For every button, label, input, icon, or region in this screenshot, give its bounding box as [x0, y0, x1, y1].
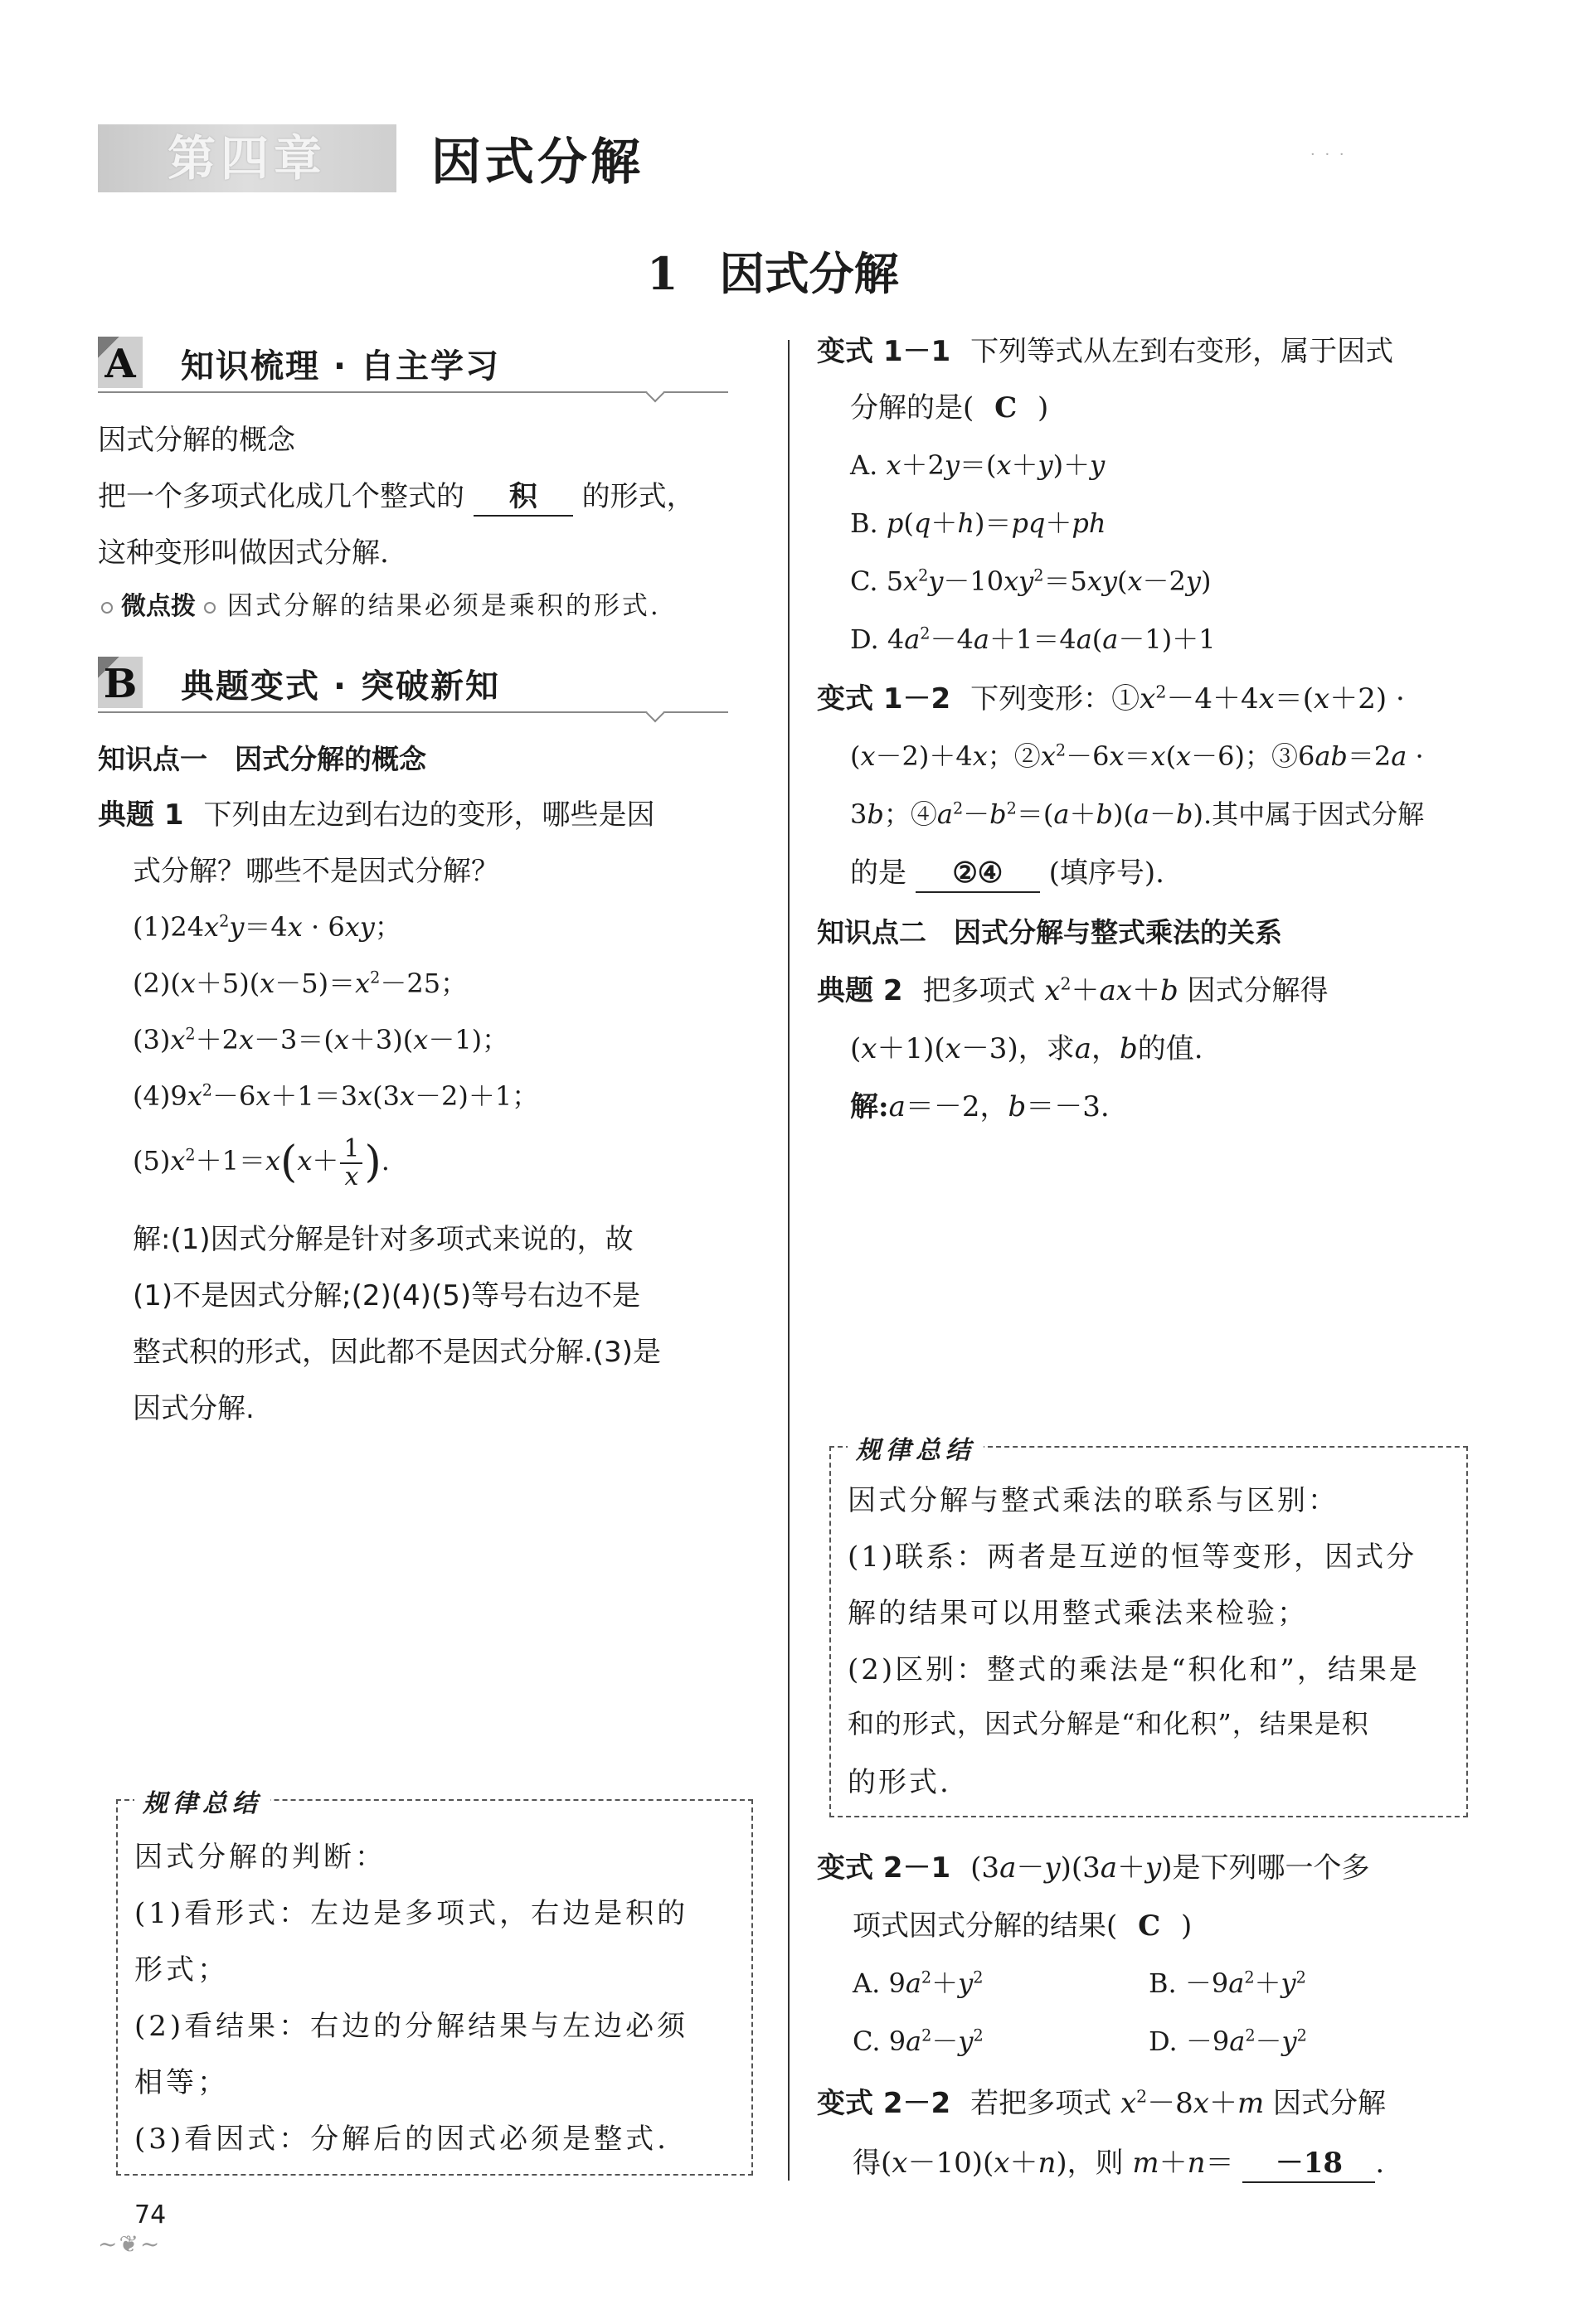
example-1-line-1 — [98, 798, 655, 833]
summary-2-line-5: 和的形式，因式分解是“和化积”，结果是积 — [848, 1708, 1369, 1739]
section-title-text: 因式分解 — [719, 248, 899, 300]
variant-2-2-line-1: 变式 2－2 若把多项式 $x^2-8x+m$ 因式分解 — [817, 2086, 1387, 2120]
tip-line — [98, 590, 661, 623]
variant-2-1-line-1: 变式 2－1 (3a－y)(3a＋y)是下列哪一个多 — [817, 1851, 1370, 1885]
example-1-text-1: 下列由左边到右边的变形，哪些是因 — [203, 798, 655, 832]
solution-1-line-3: 整式积的形式，因此都不是因式分解.(3)是 — [133, 1336, 661, 1369]
example-1-label: 典题 1 — [98, 798, 184, 832]
tip-dot-icon — [204, 602, 216, 614]
variant-2-1-label: 变式 2－1 — [817, 1851, 951, 1885]
variant-2-1-answer: C — [1138, 1909, 1161, 1943]
section-number: 1 — [647, 247, 678, 300]
option-1-1-a: A. x＋2y＝(x＋y)＋y — [850, 449, 1106, 481]
variant-1-1-answer: C — [994, 391, 1018, 425]
option-2-1-b: B. $-9a^2+y^2$ — [1149, 1967, 1306, 1999]
variant-1-1-text-1: 下列等式从左到右变形，属于因式 — [970, 335, 1394, 368]
summary-2-line-4: (2)区别：整式的乘法是“积化和”，结果是 — [848, 1653, 1420, 1686]
definition-text-before: 把一个多项式化成几个整式的 — [98, 480, 464, 513]
summary-1-line-1: 因式分解的判断： — [134, 1841, 386, 1874]
example-2-text-3: ，求 — [1018, 1032, 1075, 1065]
example-1-item-4: $(4)9x^2-6x+1=3x(3x-2)+1$； — [133, 1080, 539, 1112]
variant-2-1-text-2: 项式因式分解的结果( — [853, 1909, 1118, 1943]
summary-box-2 — [829, 1436, 1468, 1817]
variant-1-2-answer: ②④ — [916, 856, 1040, 893]
tip-dot-icon — [101, 602, 113, 614]
variant-2-1-text-3: ) — [1180, 1909, 1193, 1943]
chapter-tab — [98, 124, 396, 192]
section-a-rule — [98, 391, 728, 393]
tip-label: 微点拨 — [121, 592, 196, 621]
variant-1-2-line-4 — [850, 856, 1164, 893]
summary-1-line-4: (2)看结果：右边的分解结果与左边必须 — [134, 2010, 689, 2043]
chapter-label: 第四章 — [167, 130, 327, 187]
variant-2-2-line-2: 得(x－10)(x＋n)，则 m＋n＝ －18 . — [853, 2146, 1384, 2183]
option-2-1-a: A. $9a^2+y^2$ — [853, 1967, 984, 1999]
summary-2-line-6: 的形式. — [848, 1766, 951, 1799]
solution-1-line-2: (1)不是因式分解;(2)(4)(5)等号右边不是 — [133, 1279, 641, 1312]
example-1-item-3: $(3)x^2+2x-3=(x+3)(x-1)$； — [133, 1024, 509, 1055]
example-2-label: 典题 2 — [817, 974, 903, 1007]
summary-1-title: 规律总结 — [134, 1783, 270, 1819]
example-2-text-4: 的值. — [1137, 1032, 1203, 1065]
summary-2-title: 规律总结 — [848, 1429, 984, 1466]
definition-line-1 — [98, 479, 695, 517]
variant-2-2-text-4: ，则 — [1067, 2147, 1124, 2180]
example-2-line-1: 典题 2 把多项式 $x^2+ax+b$ 因式分解得 — [817, 973, 1329, 1007]
example-2-text-1: 把多项式 — [922, 974, 1036, 1007]
column-divider — [788, 340, 790, 2181]
section-b-title: 典题变式 · 突破新知 — [181, 667, 501, 706]
variant-1-2-text-2: 的是 — [850, 856, 906, 890]
variant-1-2-line-1: 变式 1－2 下列变形：$①x^2-4+4x=(x+2)$ · — [817, 682, 1405, 716]
definition-blank: 积 — [474, 479, 573, 517]
summary-2-line-3: 解的结果可以用整式乘法来检验； — [848, 1597, 1308, 1630]
variant-1-2-label: 变式 1－2 — [817, 682, 951, 716]
section-b-letter: B — [98, 657, 143, 708]
section-a-title: 知识梳理 · 自主学习 — [181, 347, 501, 386]
variant-1-1-line-1 — [817, 334, 1393, 370]
section-a-letter: A — [98, 337, 143, 388]
example-2-line-2: (x＋1)(x－3)，求a，b的值. — [850, 1032, 1203, 1065]
summary-2-line-2: (1)联系：两者是互逆的恒等变形，因式分 — [848, 1540, 1417, 1574]
page-number: 74 — [134, 2200, 167, 2229]
solution-1-line-1: 解:(1)因式分解是针对多项式来说的，故 — [133, 1223, 634, 1256]
knowledge-point-2: 知识点二 因式分解与整式乘法的关系 — [817, 916, 1282, 949]
example-1-item-2: $(2)(x+5)(x-5)=x^2-25$； — [133, 968, 468, 999]
option-1-1-b: B. p(q＋h)＝pq＋ph — [850, 507, 1106, 539]
variant-1-2-line-3: 3b；$④a^2-b^2=(a+b)(a-b)$.其中属于因式分解 — [850, 798, 1425, 830]
summary-1-line-6: (3)看因式：分解后的因式必须是整式. — [134, 2123, 669, 2156]
corner-mark: · · · — [1310, 146, 1347, 163]
variant-2-2-label: 变式 2－2 — [817, 2087, 951, 2120]
variant-1-2-line-2: (x－2)＋4x；$②x^2-6x=x(x-6)$；③6ab＝2a · — [850, 740, 1424, 772]
option-1-1-d: D. $4a^2-4a+1=4a(a-1)+1$ — [850, 623, 1216, 655]
summary-1-line-5: 相等； — [134, 2066, 229, 2099]
option-2-1-d: D. $-9a^2-y^2$ — [1149, 2026, 1307, 2057]
variant-2-2-text-1: 若把多项式 — [970, 2087, 1112, 2120]
option-2-1-c: C. $9a^2-y^2$ — [853, 2026, 984, 2057]
variant-2-2-answer: －18 — [1242, 2146, 1375, 2183]
knowledge-point-1: 知识点一 因式分解的概念 — [98, 743, 426, 775]
definition-text-after: 的形式， — [581, 480, 695, 513]
variant-1-1-text-2: 分解的是( — [850, 391, 974, 425]
variant-2-2-text-3: 得 — [853, 2147, 881, 2180]
summary-1-line-3: 形式； — [134, 1953, 229, 1987]
example-2-text-2: 因式分解得 — [1187, 974, 1329, 1007]
solution-2: 解:a＝－2，b＝－3. — [850, 1090, 1110, 1123]
option-1-1-c: C. $5x^2y-10xy^2=5xy(x-2y)$ — [850, 565, 1212, 597]
solution-1-line-4: 因式分解. — [133, 1392, 255, 1425]
example-1-item-1: $(1)24x^2y=4x \cdot 6xy$； — [133, 911, 401, 943]
variant-1-1-line-2 — [850, 391, 1048, 426]
chapter-title: 因式分解 — [431, 133, 644, 192]
definition-line-2: 这种变形叫做因式分解. — [98, 536, 389, 570]
section-title — [647, 239, 899, 303]
variant-1-2-text-1: 下列变形： — [970, 682, 1112, 716]
variant-1-1-label: 变式 1－1 — [817, 335, 951, 368]
variant-2-1-text-1: 是下列哪一个多 — [1172, 1851, 1370, 1885]
example-1-line-2: 式分解？哪些不是因式分解？ — [133, 855, 499, 888]
example-1-item-5: $(5)x^2+1=x(x+$ $\frac{1}{x}$ ). — [133, 1134, 390, 1191]
solution-2-label: 解: — [850, 1090, 889, 1123]
concept-heading: 因式分解的概念 — [98, 424, 295, 457]
summary-1-line-2: (1)看形式：左边是多项式，右边是积的 — [134, 1897, 689, 1930]
summary-box-1 — [116, 1789, 753, 2176]
ornament-icon: ~❦~ — [98, 2230, 162, 2258]
variant-1-1-text-3: ) — [1037, 391, 1049, 425]
section-b-rule — [98, 711, 728, 713]
variant-1-2-text-3: (填序号). — [1048, 856, 1164, 890]
tip-text: 因式分解的结果必须是乘积的形式. — [226, 591, 661, 621]
summary-2-line-1: 因式分解与整式乘法的联系与区别： — [848, 1484, 1339, 1517]
variant-2-2-text-2: 因式分解 — [1273, 2087, 1387, 2120]
variant-2-1-line-2 — [853, 1909, 1192, 1944]
